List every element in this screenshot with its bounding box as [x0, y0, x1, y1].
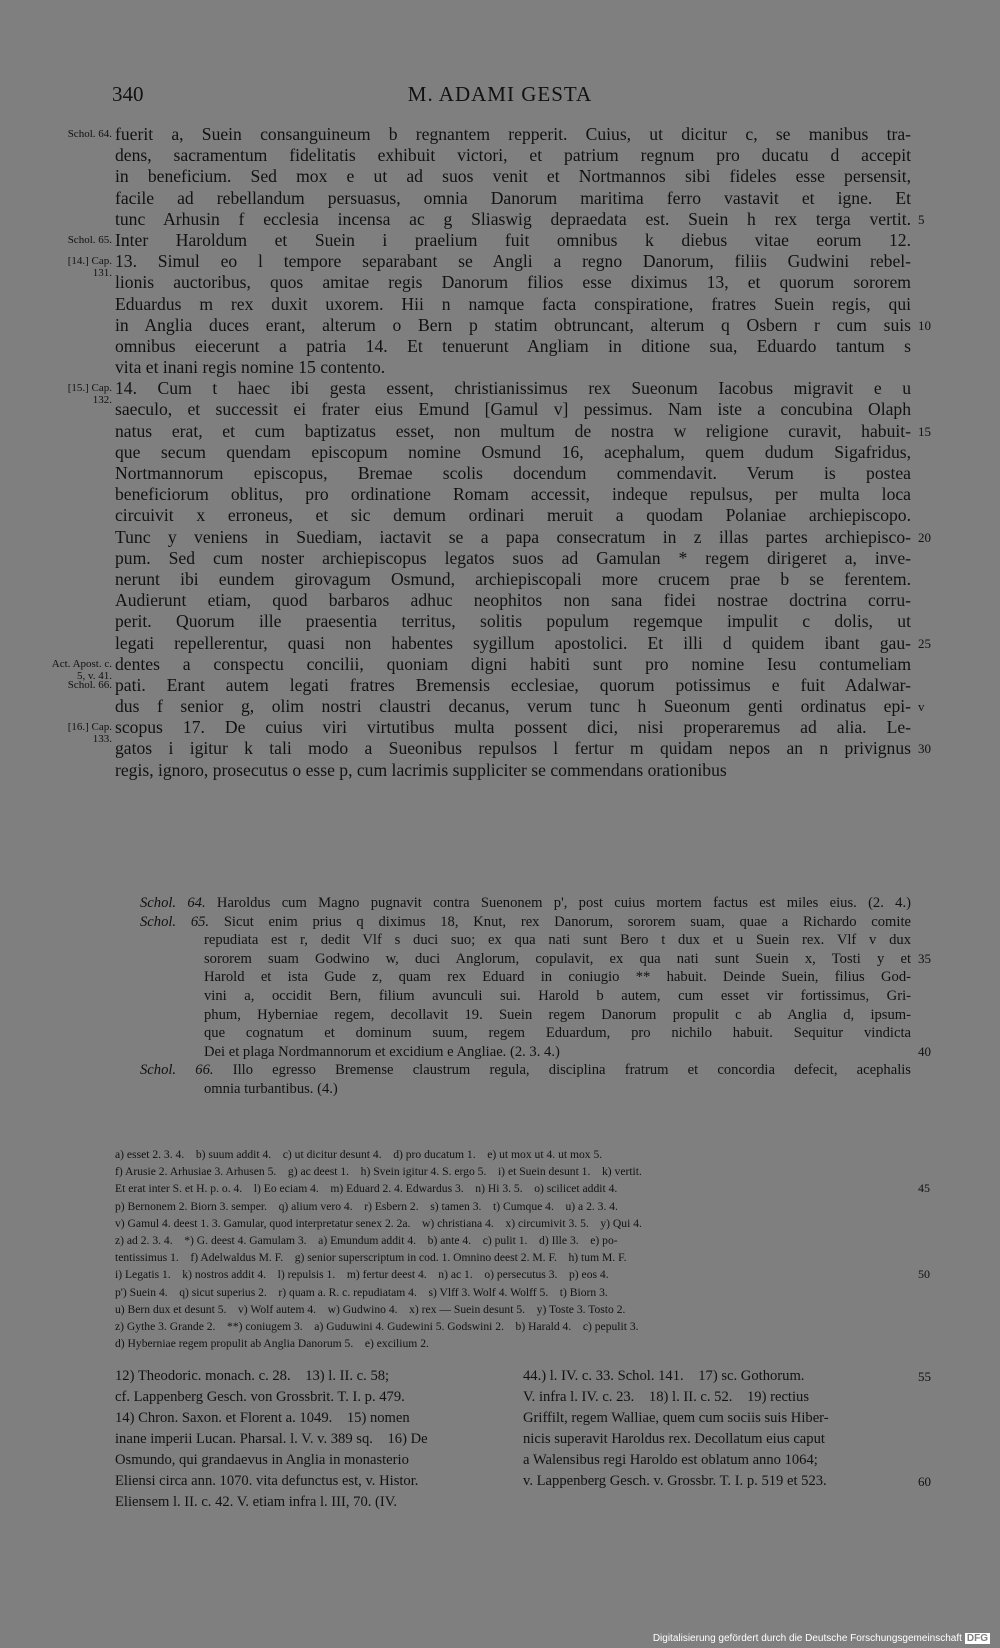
line-number: 40 [918, 1043, 931, 1059]
dfg-logo: DFG [966, 1633, 988, 1644]
apparatus-text: i) Legatis 1. k) nostros addit 4. l) repulsis 1. m) fertur deest 4. n) ac 1. o) persecutus 3. p) eos 4. [115, 1268, 609, 1282]
digitization-credit [653, 1633, 990, 1644]
text-line [0, 527, 1000, 548]
footnote-col-right: 44.) l. IV. c. 33. Schol. 141. 17) sc. Gothorum. [523, 1368, 805, 1384]
scholion-text [204, 950, 911, 969]
footnote-line [0, 1366, 1000, 1387]
footnote-col-right: Griffilt, regem Walliae, quem cum sociis suis Hiber- [523, 1410, 829, 1426]
scholion-label: Schol. 65. [140, 913, 210, 930]
apparatus-line [0, 1335, 1000, 1352]
apparatus-line [0, 1249, 1000, 1266]
footnote-line [0, 1450, 1000, 1471]
text-line [0, 209, 1000, 230]
scholion-body: Dei et plaga Nordmannorum et excidium e Angliae. (2. 3. 4.) [204, 1043, 560, 1060]
scholion-text [140, 894, 911, 913]
text-line [0, 442, 1000, 463]
apparatus-text: p) Bernonem 2. Biorn 3. semper. q) alium vero 4. r) Esbern 2. s) tamen 3. t) Cumque 4. u) a 2. 3. 4. [115, 1199, 618, 1213]
scholion-text [204, 1043, 911, 1062]
scholion-body: sororem suam Godwino w, duci Anglorum, copulavit, ex qua nati sunt Suein x, Tosti y et [204, 950, 911, 967]
scholion-text [204, 1024, 911, 1043]
line-text: in Anglia duces erant, alterum o Bern p statim obtruncant, alterum q Osbern r cum suis [115, 314, 911, 335]
scholion-line [0, 1043, 1000, 1062]
line-text: dens, sacramentum fidelitatis exhibuit victori, et patrium regnum pro ducatu d accepit [115, 145, 911, 166]
line-number: 25 [918, 635, 931, 651]
apparatus-line [0, 1301, 1000, 1318]
text-line [0, 399, 1000, 420]
footnote-col-left: Osmundo, qui grandaevus in Anglia in monasterio [115, 1452, 409, 1468]
apparatus-line [0, 1284, 1000, 1301]
apparatus-text: v) Gamul 4. deest 1. 3. Gamular, quod interpretatur senex 2. 2a. w) christiana 4. x) circumivit 3. 5. y) Qui 4. [115, 1216, 642, 1230]
margin-left-note: [15.] Cap. 132. [67, 382, 112, 407]
footnote-col-right: V. infra l. IV. c. 23. 18) l. II. c. 52. 19) rectius [523, 1389, 810, 1405]
line-number: 50 [918, 1267, 930, 1282]
text-line [0, 145, 1000, 166]
text-line [0, 272, 1000, 293]
line-number: 55 [918, 1369, 931, 1384]
scholion-line [0, 968, 1000, 987]
footnote-col-left: Eliensem l. II. c. 42. V. etiam infra l. III, 70. (IV. [115, 1494, 398, 1510]
scholion-label: Schol. 66. [140, 1062, 214, 1079]
line-number: 15 [918, 423, 931, 439]
running-title: M. ADAMI GESTA [407, 82, 593, 106]
scholion-text [204, 931, 911, 950]
line-text: facile ad rebellandum persuasus, omnia Danorum maritima ferro vastavit et igne. Et [115, 187, 911, 208]
line-text: Eduardus m rex duxit uxorem. Hii n namque facta conspiratione, fratres Suein regis, qui [115, 293, 911, 314]
apparatus-text: d) Hyberniae regem propulit ab Anglia Danorum 5. e) excilium 2. [115, 1337, 429, 1351]
footnote-line [0, 1492, 1000, 1513]
footnote-line [0, 1471, 1000, 1492]
text-line [0, 166, 1000, 187]
margin-left-note: Schol. 66. [67, 678, 112, 691]
line-text: pati. Erant autem legati fratres Bremensis ecclesiae, quorum potissimus e fuit Adalwar- [115, 674, 911, 695]
scholion-body: repudiata est r, dedit Vlf s duci suo; ex qua nati sunt Bero t dux et u Suein rex. Vlf v dux [204, 932, 911, 949]
apparatus-line [0, 1318, 1000, 1335]
text-line [0, 675, 1000, 696]
scholion-line [0, 931, 1000, 950]
apparatus-text: p') Suein 4. q) sicut superius 2. r) quam a. R. c. repudiatam 4. s) Vlff 3. Wolf 4. Wolff 5. t) Biorn 3. [115, 1285, 608, 1299]
line-text: regis, ignoro, prosecutus o esse p, cum lacrimis suppliciter se commendans orationibus [115, 759, 727, 780]
line-text: scopus 17. De cuius viri virtutibus multa possent dici, nisi properaremus ad alia. Le- [115, 717, 911, 738]
line-text: vita et inani regis nomine 15 contento. [115, 357, 386, 378]
scholion-line [0, 1080, 1000, 1099]
line-text: 13. Simul eo l tempore separabant se Angli a regno Danorum, filiis Gudwini rebel- [115, 251, 911, 272]
text-line [0, 738, 1000, 759]
text-line [0, 251, 1000, 280]
apparatus-line [0, 1198, 1000, 1215]
apparatus-line [0, 1163, 1000, 1180]
apparatus-line [0, 1215, 1000, 1232]
scholion-line [0, 1061, 1000, 1080]
apparatus-text: a) esset 2. 3. 4. b) suum addit 4. c) ut dicitur desunt 4. d) pro ducatum 1. e) ut mox ut 4. ut mox 5. [115, 1148, 603, 1161]
scholion-text [140, 1061, 911, 1080]
scholion-body: phum, Hyberniae regem, decollavit 19. Suein regem Danorum propulit c ab Anglia d, ipsum- [204, 1006, 911, 1023]
footnote-line [0, 1408, 1000, 1429]
scholion-line [0, 987, 1000, 1006]
line-text: Tunc y veniens in Suediam, iactavit se a papa consecratum in z illas partes archiepisco- [115, 526, 911, 547]
apparatus-line [0, 1146, 1000, 1163]
text-line [0, 484, 1000, 505]
line-text: Nortmannorum episcopus, Bremae scolis docendum commendavit. Verum is postea [115, 463, 911, 483]
footnote-line [0, 1387, 1000, 1408]
line-text: legati repellerentur, quasi non habentes sygillum apostolici. Et illi d quidem ibant gau- [115, 632, 911, 653]
margin-left-note: Schol. 65. [67, 233, 112, 246]
text-line [0, 611, 1000, 632]
line-number: 10 [918, 317, 931, 333]
apparatus-line [0, 1180, 1000, 1197]
scholion-text [204, 968, 911, 987]
line-text: omnibus eiecerunt a patria 14. Et tenuerunt Angliam in ditione sua, Eduardo tantum s [115, 335, 911, 356]
line-number: 60 [918, 1474, 931, 1489]
line-text: dentes a conspectu concilii, quoniam digni habiti sunt pro nomine Iesu contumeliam [115, 653, 911, 674]
line-text: saeculo, et successit ei frater eius Emund [Gamul v] pessimus. Nam iste a concubina Olaph [115, 399, 911, 420]
line-text: in beneficium. Sed mox e ut ad suos venit et Nortmannos sibi fideles esse persensit, [115, 166, 911, 187]
text-line [0, 760, 1000, 781]
scholion-body: que cognatum et dominum suum, regem Eduardum, pro nichilo habuit. Sequitur vindicta [204, 1025, 911, 1042]
apparatus-line [0, 1266, 1000, 1283]
line-number: v [918, 699, 925, 715]
line-text: 14. Cum t haec ibi gesta essent, christianissimus rex Sueonum Iacobus migravit e u [115, 378, 911, 399]
apparatus-text: Et erat inter S. et H. p. o. 4. l) Eo eciam 4. m) Eduard 2. 4. Edwardus 3. n) Hi 3. 5. o) scilicet addit 4. [115, 1182, 618, 1196]
line-text: Audierunt etiam, quod barbaros adhuc neophitos non sana fidei nostrae doctrina corru- [115, 590, 911, 611]
apparatus-text: tentissimus 1. f) Adelwaldus M. F. g) senior superscriptum in cod. 1. Omnino deest 2. M. F. h) tum M. F. [115, 1251, 627, 1265]
footnote-col-left: 14) Chron. Saxon. et Florent a. 1049. 15) nomen [115, 1410, 410, 1426]
page-header [0, 82, 1000, 112]
line-text: lionis auctoribus, quos amitae regis Danorum filios esse diximus 13, et quorum sororem [115, 272, 911, 293]
text-line [0, 505, 1000, 526]
scholion-body: vini a, occidit Bern, filium avunculi sui. Harold b autem, cum esset vir fortissimus, Gri- [204, 987, 911, 1004]
text-line [0, 336, 1000, 357]
text-line [0, 696, 1000, 717]
text-line [0, 315, 1000, 336]
scholion-text [204, 987, 911, 1006]
line-text: circuivit x erroneus, et sic demum ordinari meruit a quodam Polaniae archiepiscopo. [115, 505, 911, 526]
critical-apparatus [0, 1146, 1000, 1352]
line-text: nerunt ibi eundem girovagum Osmund, archiepiscopali more crucem prae b se ferentem. [115, 568, 911, 589]
scholion-body: omnia turbantibus. (4.) [204, 1080, 338, 1097]
credit-text: Digitalisierung gefördert durch die Deutsche Forschungsgemeinschaft [652, 1633, 962, 1644]
scholion-body: Haroldus cum Magno pugnavit contra Suenonem p', post cuius mortem factus est miles eius. (2. 4.) [216, 895, 911, 911]
footnote-col-right: a Walensibus regi Haroldo est oblatum anno 1064; [523, 1452, 818, 1468]
text-line [0, 124, 1000, 145]
footnote-col-right: v. Lappenberg Gesch. v. Grossbr. T. I. p. 519 et 523. [523, 1473, 827, 1489]
margin-left-note: Schol. 64. [67, 128, 112, 140]
footnote-line [0, 1429, 1000, 1450]
line-number: 20 [918, 529, 931, 545]
text-line [0, 378, 1000, 407]
text-line [0, 633, 1000, 654]
text-line [0, 653, 1000, 682]
footnote-col-left: inane imperii Lucan. Pharsal. l. V. v. 389 sq. 16) De [115, 1431, 428, 1447]
page-number: 340 [112, 82, 144, 106]
margin-left-note: [16.] Cap. 133. [67, 721, 112, 746]
scholion-line [0, 1006, 1000, 1025]
line-text: dus f senior g, olim nostri claustri decanus, verum tunc h Sueonum genti ordinatus epi- [115, 696, 911, 717]
apparatus-text: z) Gythe 3. Grande 2. **) coniugem 3. a) Guduwini 4. Gudewini 5. Godswini 2. b) Harald 4. c) pepulit 3. [115, 1319, 639, 1333]
apparatus-text: z) ad 2. 3. 4. *) G. deest 4. Gamulam 3. a) Emundum addit 4. b) ante 4. c) pulit 1. d) Ille 3. e) po- [115, 1233, 618, 1247]
scholia-block [0, 894, 1000, 1099]
text-line [0, 717, 1000, 746]
scholion-text [140, 913, 911, 932]
margin-left-note: Act. Apost. c. 5, v. 41. [51, 657, 112, 682]
text-line [0, 294, 1000, 315]
footnotes [0, 1366, 1000, 1513]
apparatus-line [0, 1232, 1000, 1249]
scholion-line [0, 913, 1000, 932]
line-number: 5 [918, 211, 925, 227]
text-line [0, 590, 1000, 611]
scholion-text [204, 1006, 911, 1025]
line-text: tunc Arhusin f ecclesia incensa ac g Sliaswig depraedata est. Suein h rex terga vertit. [115, 208, 911, 229]
line-number: 45 [918, 1181, 930, 1196]
line-text: pum. Sed cum noster archiepiscopus legatos suos ad Gamulan * regem dirigeret a, inve- [115, 547, 911, 568]
scholion-body: Sicut enim prius q diximus 18, Knut, rex Danorum, sororem suam, quae a Richardo comite [223, 913, 911, 930]
line-text: gatos i igitur k tali modo a Sueonibus repulsos l fertur m quidam nepos an n privignus [115, 738, 911, 759]
apparatus-text: u) Bern dux et desunt 5. v) Wolf autem 4. w) Gudwino 4. x) rex — Suein desunt 5. y) Toste 3. Tosto 2. [115, 1302, 626, 1316]
line-text: natus erat, et cum baptizatus esset, non multum de nostra w religione curavit, habuit- [115, 420, 911, 441]
line-text: Inter Haroldum et Suein i praelium fuit omnibus k diebus vitae eorum 12. [115, 229, 911, 250]
line-text: que secum quendam episcopum nomine Osmund 16, acephalum, quem dudum Sigafridus, [115, 441, 911, 462]
line-number: 35 [918, 950, 931, 966]
text-line [0, 421, 1000, 442]
margin-left-note: [14.] Cap. 131. [67, 255, 112, 280]
scholion-line [0, 950, 1000, 969]
footnote-col-left: 12) Theodoric. monach. c. 28. 13) l. II. c. 58; [115, 1368, 390, 1384]
line-text: perit. Quorum ille praesentia territus, solitis populum regemque impulit c dolis, ut [115, 611, 911, 632]
scholion-line [0, 1024, 1000, 1043]
main-text [0, 124, 1000, 781]
line-text: beneficiorum oblitus, pro ordinatione Romam accessit, indeque repulsus, per multa loca [115, 484, 911, 505]
text-line [0, 548, 1000, 569]
scholion-label: Schol. 64. [140, 895, 206, 911]
text-line [0, 230, 1000, 251]
footnote-col-left: cf. Lappenberg Gesch. von Grossbrit. T. I. p. 479. [115, 1389, 405, 1405]
scholion-line [0, 894, 1000, 913]
line-number: 30 [918, 741, 931, 757]
scholion-text [204, 1080, 911, 1099]
text-line [0, 188, 1000, 209]
apparatus-text: f) Arusie 2. Arhusiae 3. Arhusen 5. g) ac deest 1. h) Svein igitur 4. S. ergo 5. i) et Suein desunt 1. k) vertit. [115, 1165, 642, 1179]
line-text: fuerit a, Suein consanguineum b regnantem repperit. Cuius, ut dicitur c, se manibus tra- [115, 124, 911, 144]
text-line [0, 463, 1000, 484]
scholion-body: Harold et ista Gude z, quam rex Eduard in coniugio ** habuit. Deinde Suein, filius God- [204, 969, 911, 986]
text-line [0, 357, 1000, 378]
footnote-col-left: Eliensi circa ann. 1070. vita defunctus est, v. Histor. [115, 1473, 419, 1489]
scholion-body: Illo egresso Bremense claustrum regula, disciplina fratrum et concordia defecit, acephalis [232, 1062, 911, 1079]
text-line [0, 569, 1000, 590]
footnote-col-right: nicis superavit Haroldus rex. Decollatum eius caput [523, 1431, 825, 1447]
